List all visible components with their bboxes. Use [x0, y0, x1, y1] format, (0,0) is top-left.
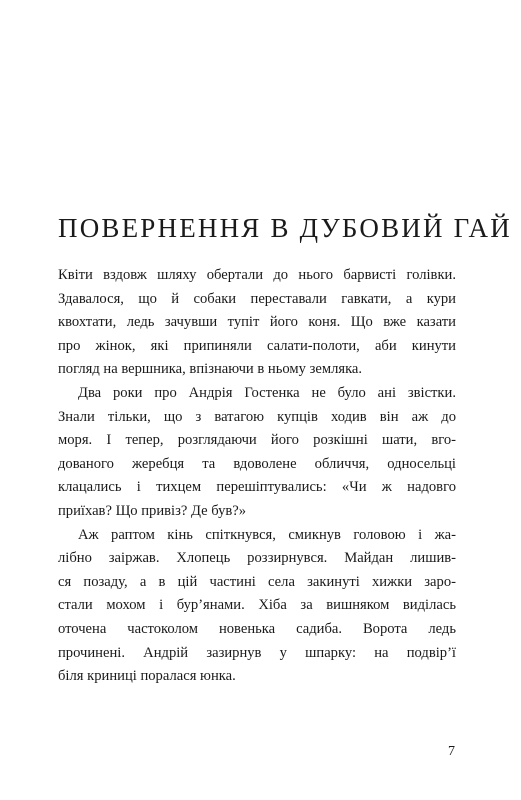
chapter-title: ПОВЕРНЕННЯ В ДУБОВИЙ ГАЙ [58, 213, 512, 243]
text-line: приїхав? Що привіз? Де був?» [58, 502, 247, 519]
text-line: прочинені. Андрій зазирнув у шпарку: на подвір’ї [58, 644, 456, 661]
text-line: Квіти вздовж шляху обертали до нього барвисті голівки. [58, 267, 456, 283]
paragraph-1 [58, 264, 456, 382]
text-line: погляд на вершника, впізнаючи в ньому земляка. [58, 361, 363, 378]
text-line: клацались і тихцем перешіптувались: «Чи ж надовго [58, 479, 456, 496]
text-line: лібно заіржав. Хлопець роззирнувся. Майдан лишив- [58, 550, 456, 567]
text-line: оточена частоколом новенька садиба. Ворота ледь [58, 620, 456, 637]
page-number: 7 [448, 744, 455, 759]
paragraph-2 [58, 382, 456, 524]
text-line: моря. І тепер, розглядаючи його розкішні шати, вго- [58, 432, 456, 449]
text-line: Знали тільки, що з ватагою купців ходив він аж до [58, 408, 456, 425]
text-line: Два роки про Андрія Гостенка не було ані звістки. [78, 384, 456, 401]
text-line: про жінок, які припиняли салати-полоти, аби кинути [58, 337, 456, 354]
text-line: квохтати, ледь зачувши тупіт його коня. Що вже казати [58, 314, 456, 331]
paragraph-3 [58, 524, 456, 689]
text-line: стали мохом і бур’янами. Хіба за вишняком виділась [58, 597, 456, 614]
body-text [58, 264, 456, 689]
text-line: Здавалося, що й собаки переставали гавкати, а кури [58, 290, 456, 307]
text-line: ся позаду, а в цій частині села закинуті хижки заро- [58, 573, 456, 590]
text-line: Аж раптом кінь спіткнувся, смикнув головою і жа- [78, 526, 456, 543]
text-line: біля криниці поралася юнка. [58, 668, 236, 685]
text-line: дованого жеребця та вдоволене обличчя, односельці [58, 455, 456, 472]
